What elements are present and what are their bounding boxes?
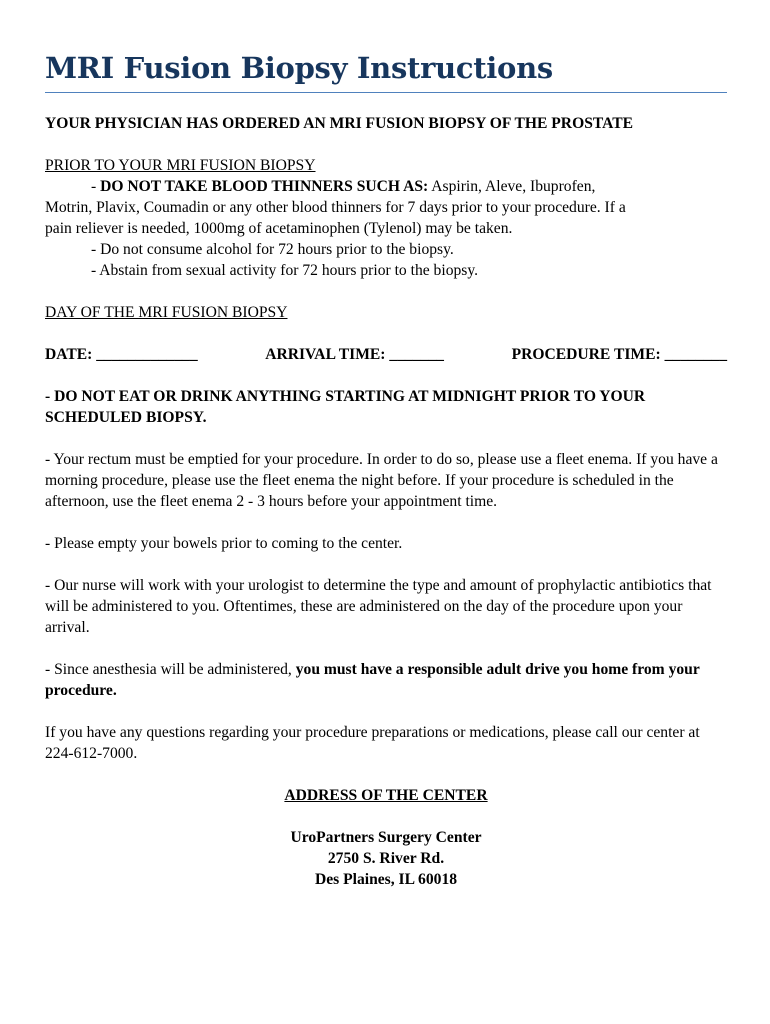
address-section: [45, 785, 727, 890]
center-name: UroPartners Surgery Center: [290, 829, 482, 846]
sexual-activity-instruction: - Abstain from sexual activity for 72 hours prior to the biopsy.: [91, 262, 479, 279]
document-page: [45, 48, 727, 890]
physician-order-heading: YOUR PHYSICIAN HAS ORDERED AN MRI FUSION BIOPSY OF THE PROSTATE: [45, 115, 634, 132]
address-title: ADDRESS OF THE CENTER: [284, 787, 488, 804]
blood-thinner-line-2: Motrin, Plavix, Coumadin or any other blood thinners for 7 days prior to your procedure. If a: [45, 199, 626, 216]
bowels-paragraph: - Please empty your bowels prior to coming to the center.: [45, 535, 403, 552]
arrival-time-field[interactable]: ARRIVAL TIME: _______: [265, 346, 444, 363]
blood-thinner-examples: Aspirin, Aleve, Ibuprofen,: [428, 178, 596, 195]
enema-paragraph: - Your rectum must be emptied for your procedure. In order to do so, please use a fleet enema. If you have a morning procedure, please use the fleet enema the night before. If your procedure is scheduled in the afternoon, use the fleet enema 2 - 3 hours before your appointment time.: [45, 451, 718, 510]
alcohol-instruction: - Do not consume alcohol for 72 hours prior to the biopsy.: [91, 241, 454, 258]
driver-requirement: you must have a responsible adult drive you home from your procedure.: [45, 661, 700, 699]
blood-thinner-line-3: pain reliever is needed, 1000mg of acetaminophen (Tylenol) may be taken.: [45, 220, 513, 237]
anesthesia-text: - Since anesthesia will be administered,: [45, 661, 296, 678]
procedure-time-field[interactable]: PROCEDURE TIME: ________: [511, 346, 727, 363]
prior-section: [45, 155, 727, 281]
prior-section-title: PRIOR TO YOUR MRI FUSION BIOPSY: [45, 157, 316, 174]
blood-thinner-line: [45, 176, 727, 197]
questions-paragraph: If you have any questions regarding your procedure preparations or medications, please call our center at 224-612-7000.: [45, 724, 700, 762]
center-city: Des Plaines, IL 60018: [314, 871, 458, 888]
blood-thinner-warning: DO NOT TAKE BLOOD THINNERS SUCH AS:: [100, 178, 429, 195]
anesthesia-paragraph: [45, 659, 727, 701]
center-street: 2750 S. River Rd.: [327, 850, 445, 867]
date-field[interactable]: DATE: _____________: [45, 346, 198, 363]
no-eat-warning: - DO NOT EAT OR DRINK ANYTHING STARTING AT MIDNIGHT PRIOR TO YOUR SCHEDULED BIOPSY.: [45, 388, 646, 426]
bullet-dash: -: [91, 178, 101, 195]
schedule-fields: [45, 344, 727, 365]
nurse-paragraph: - Our nurse will work with your urologist to determine the type and amount of prophylactic antibiotics that will be administered to you. Oftentimes, these are administered on the day of the procedure upon your arrival.: [45, 577, 712, 636]
day-section-title: DAY OF THE MRI FUSION BIOPSY: [45, 304, 288, 321]
document-title: MRI Fusion Biopsy Instructions: [45, 48, 727, 93]
day-section: [45, 302, 727, 764]
